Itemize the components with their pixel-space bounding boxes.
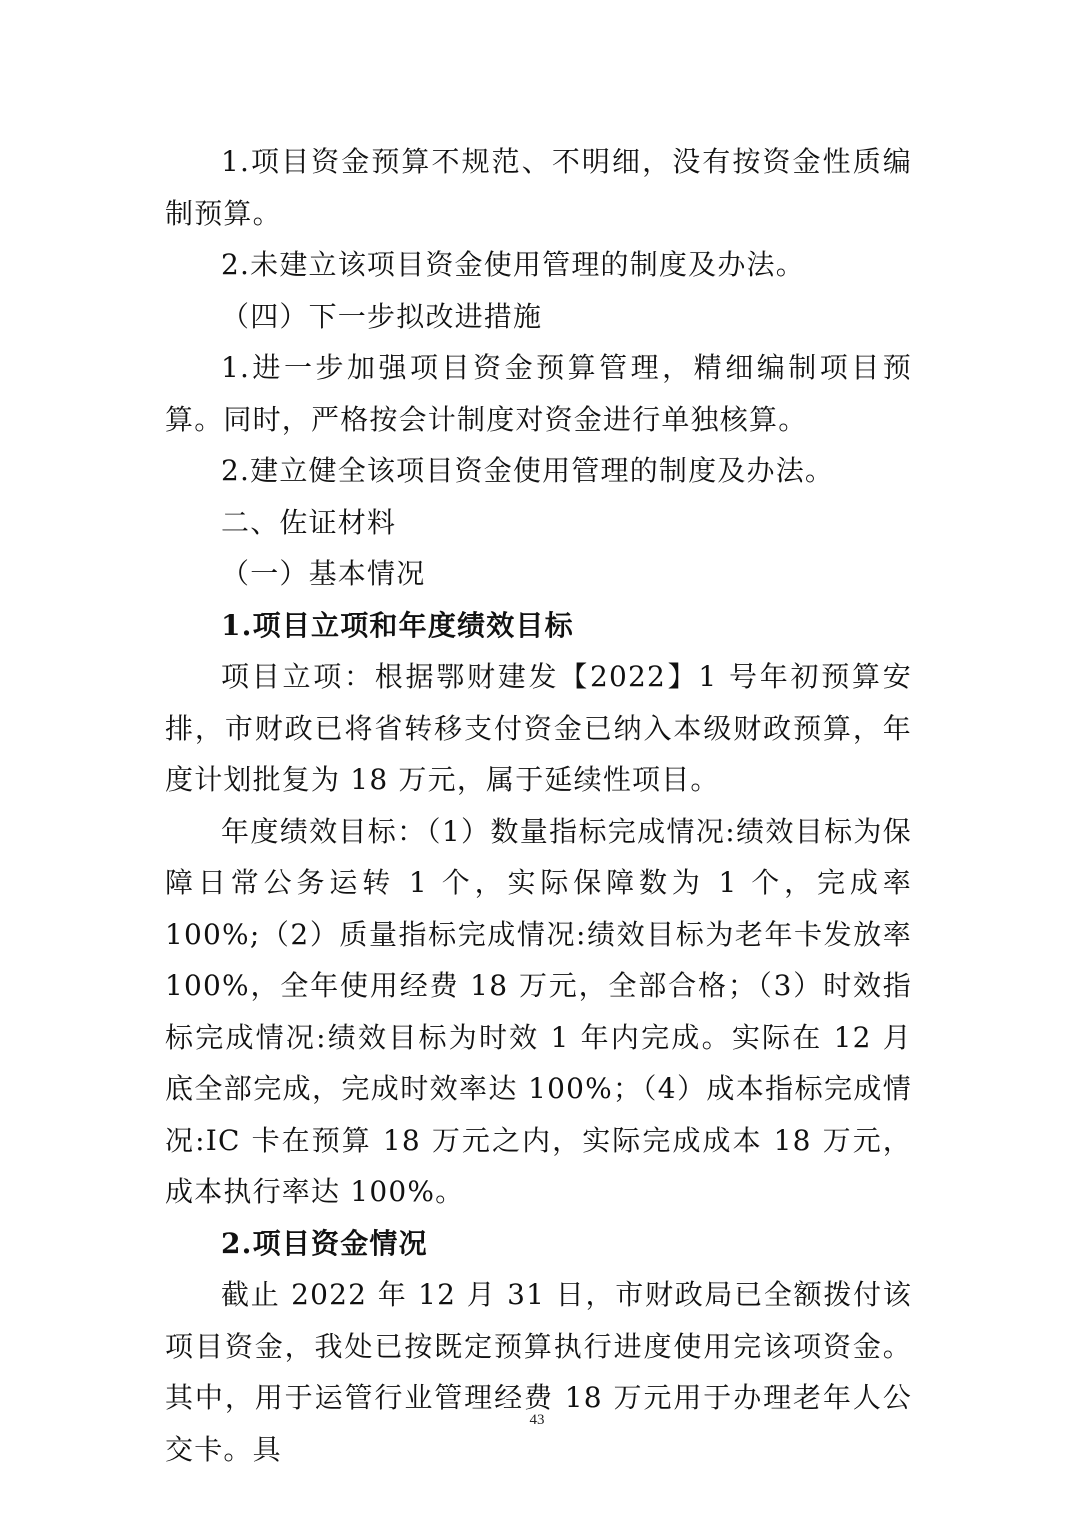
- project-funds-paragraph: 截止 2022 年 12 月 31 日，市财政局已全额拨付该项目资金，我处已按既定预算执行进度使用完该项资金。其中，用于运管行业管理经费 18 万元用于办理老年人公交卡。具: [165, 1278, 912, 1466]
- section-heading-evidence: 二、佐证材料: [221, 505, 397, 539]
- heading-project-goals: 1.项目立项和年度绩效目标: [221, 608, 574, 642]
- page-number: 43: [529, 1412, 545, 1428]
- heading-project-funds: 2.项目资金情况: [221, 1226, 428, 1260]
- annual-performance-paragraph: 年度绩效目标：（1）数量指标完成情况:绩效目标为保障日常公务运转 1 个，实际保障数为 1 个，完成率 100%;（2）质量指标完成情况:绩效目标为老年卡发放率 100%，全年使用经费 18 万元，全部合格；（3）时效指标完成情况:绩效目标为时效 1 年内完成。实际在 12 月底全部完成，完成时效率达 100%；（4）成本指标完成情况:IC 卡在预算 18 万元之内，实际完成成本 18 万元，成本执行率达 100%。: [165, 814, 912, 1208]
- improvement-item-1: 1.进一步加强项目资金预算管理，精细编制项目预算。同时，严格按会计制度对资金进行单独核算。: [165, 351, 912, 436]
- subsection-heading-basic: （一）基本情况: [221, 557, 426, 590]
- issue-item-2: 2.未建立该项目资金使用管理的制度及办法。: [221, 248, 805, 281]
- issue-item-1: 1.项目资金预算不规范、不明细，没有按资金性质编制预算。: [165, 145, 912, 230]
- improvement-item-2: 2.建立健全该项目资金使用管理的制度及办法。: [221, 454, 835, 487]
- project-approval-paragraph: 项目立项：根据鄂财建发【2022】1 号年初预算安排，市财政已将省转移支付资金已纳入本级财政预算，年度计划批复为 18 万元，属于延续性项目。: [165, 660, 912, 796]
- section-heading-improvement: （四）下一步拟改进措施: [221, 299, 543, 333]
